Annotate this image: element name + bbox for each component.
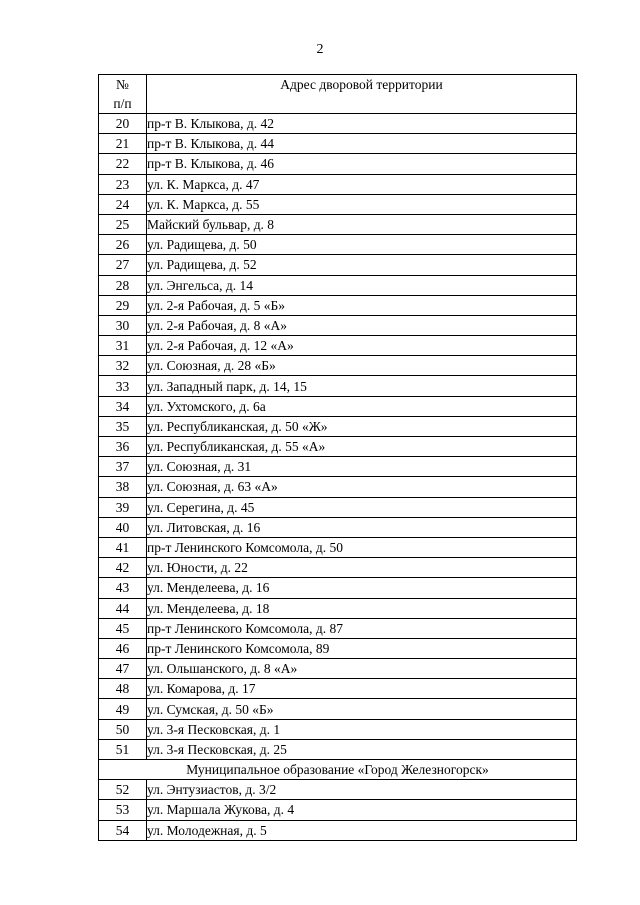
- row-address: ул. Литовская, д. 16: [147, 517, 577, 537]
- row-number: 26: [99, 235, 147, 255]
- row-address: пр-т Ленинского Комсомола, 89: [147, 638, 577, 658]
- table-row: [99, 679, 577, 699]
- row-address: ул. Маршала Жукова, д. 4: [147, 800, 577, 820]
- table-row: [99, 800, 577, 820]
- row-number: 36: [99, 437, 147, 457]
- table-row: [99, 457, 577, 477]
- row-address: ул. К. Маркса, д. 47: [147, 174, 577, 194]
- table-row: [99, 154, 577, 174]
- row-number: 23: [99, 174, 147, 194]
- table-row: [99, 537, 577, 557]
- row-address: пр-т В. Клыкова, д. 46: [147, 154, 577, 174]
- table-row: [99, 114, 577, 134]
- row-address: ул. Менделеева, д. 16: [147, 578, 577, 598]
- table-row: [99, 558, 577, 578]
- row-address: ул. 2-я Рабочая, д. 8 «А»: [147, 315, 577, 335]
- table-row: [99, 618, 577, 638]
- row-address: ул. Ухтомского, д. 6а: [147, 396, 577, 416]
- row-number: 27: [99, 255, 147, 275]
- row-number: 38: [99, 477, 147, 497]
- row-address: пр-т Ленинского Комсомола, д. 87: [147, 618, 577, 638]
- table-row: [99, 235, 577, 255]
- section-row: [99, 760, 577, 780]
- row-address: пр-т В. Клыкова, д. 44: [147, 134, 577, 154]
- section-title: Муниципальное образование «Город Железногорск»: [99, 760, 577, 780]
- row-number: 54: [99, 820, 147, 840]
- column-header-number: [99, 75, 147, 114]
- row-number: 37: [99, 457, 147, 477]
- table-row: [99, 275, 577, 295]
- row-address: ул. Союзная, д. 28 «Б»: [147, 356, 577, 376]
- row-number: 21: [99, 134, 147, 154]
- row-number: 41: [99, 537, 147, 557]
- column-header-address: Адрес дворовой территории: [147, 75, 577, 114]
- address-table: [98, 74, 577, 841]
- table-row: [99, 517, 577, 537]
- row-number: 52: [99, 780, 147, 800]
- row-address: ул. 2-я Рабочая, д. 5 «Б»: [147, 295, 577, 315]
- row-address: пр-т Ленинского Комсомола, д. 50: [147, 537, 577, 557]
- table-row: [99, 477, 577, 497]
- row-number: 50: [99, 719, 147, 739]
- column-header-number-line2: п/п: [113, 96, 132, 111]
- row-address: Майский бульвар, д. 8: [147, 214, 577, 234]
- row-number: 28: [99, 275, 147, 295]
- row-number: 20: [99, 114, 147, 134]
- table-row: [99, 719, 577, 739]
- row-number: 29: [99, 295, 147, 315]
- table-row: [99, 638, 577, 658]
- table-row: [99, 174, 577, 194]
- row-address: ул. К. Маркса, д. 55: [147, 194, 577, 214]
- row-number: 33: [99, 376, 147, 396]
- table-row: [99, 356, 577, 376]
- table-header-row: [99, 75, 577, 114]
- row-number: 24: [99, 194, 147, 214]
- row-number: 48: [99, 679, 147, 699]
- row-address: ул. Сумская, д. 50 «Б»: [147, 699, 577, 719]
- table-row: [99, 214, 577, 234]
- table-row: [99, 134, 577, 154]
- table-row: [99, 336, 577, 356]
- row-address: ул. Республиканская, д. 50 «Ж»: [147, 416, 577, 436]
- table-row: [99, 497, 577, 517]
- row-number: 53: [99, 800, 147, 820]
- row-address: ул. 2-я Рабочая, д. 12 «А»: [147, 336, 577, 356]
- row-address: ул. 3-я Песковская, д. 1: [147, 719, 577, 739]
- row-address: ул. Западный парк, д. 14, 15: [147, 376, 577, 396]
- row-address: ул. Союзная, д. 63 «А»: [147, 477, 577, 497]
- row-address: ул. Радищева, д. 52: [147, 255, 577, 275]
- table-row: [99, 780, 577, 800]
- row-number: 22: [99, 154, 147, 174]
- table-row: [99, 416, 577, 436]
- row-number: 30: [99, 315, 147, 335]
- row-number: 42: [99, 558, 147, 578]
- page-number: 2: [316, 42, 324, 57]
- row-address: ул. Комарова, д. 17: [147, 679, 577, 699]
- row-number: 46: [99, 638, 147, 658]
- table-row: [99, 578, 577, 598]
- table-row: [99, 437, 577, 457]
- row-number: 40: [99, 517, 147, 537]
- table-row: [99, 295, 577, 315]
- row-address: ул. Энтузиастов, д. 3/2: [147, 780, 577, 800]
- table-row: [99, 739, 577, 759]
- row-address: ул. Радищева, д. 50: [147, 235, 577, 255]
- row-address: ул. Молодежная, д. 5: [147, 820, 577, 840]
- table-row: [99, 659, 577, 679]
- row-number: 43: [99, 578, 147, 598]
- row-number: 31: [99, 336, 147, 356]
- table-row: [99, 598, 577, 618]
- table-row: [99, 820, 577, 840]
- row-number: 45: [99, 618, 147, 638]
- row-number: 35: [99, 416, 147, 436]
- row-address: ул. Союзная, д. 31: [147, 457, 577, 477]
- table-row: [99, 376, 577, 396]
- row-number: 47: [99, 659, 147, 679]
- row-address: ул. Ольшанского, д. 8 «А»: [147, 659, 577, 679]
- row-address: пр-т В. Клыкова, д. 42: [147, 114, 577, 134]
- row-address: ул. 3-я Песковская, д. 25: [147, 739, 577, 759]
- row-number: 44: [99, 598, 147, 618]
- row-address: ул. Серегина, д. 45: [147, 497, 577, 517]
- row-address: ул. Республиканская, д. 55 «А»: [147, 437, 577, 457]
- row-number: 32: [99, 356, 147, 376]
- row-number: 51: [99, 739, 147, 759]
- row-number: 25: [99, 214, 147, 234]
- row-address: ул. Энгельса, д. 14: [147, 275, 577, 295]
- table-row: [99, 315, 577, 335]
- row-number: 39: [99, 497, 147, 517]
- table-row: [99, 255, 577, 275]
- table-row: [99, 194, 577, 214]
- column-header-number-line1: №: [116, 77, 129, 92]
- row-address: ул. Менделеева, д. 18: [147, 598, 577, 618]
- row-address: ул. Юности, д. 22: [147, 558, 577, 578]
- row-number: 49: [99, 699, 147, 719]
- table-body: [99, 114, 577, 841]
- table-row: [99, 396, 577, 416]
- row-number: 34: [99, 396, 147, 416]
- table-row: [99, 699, 577, 719]
